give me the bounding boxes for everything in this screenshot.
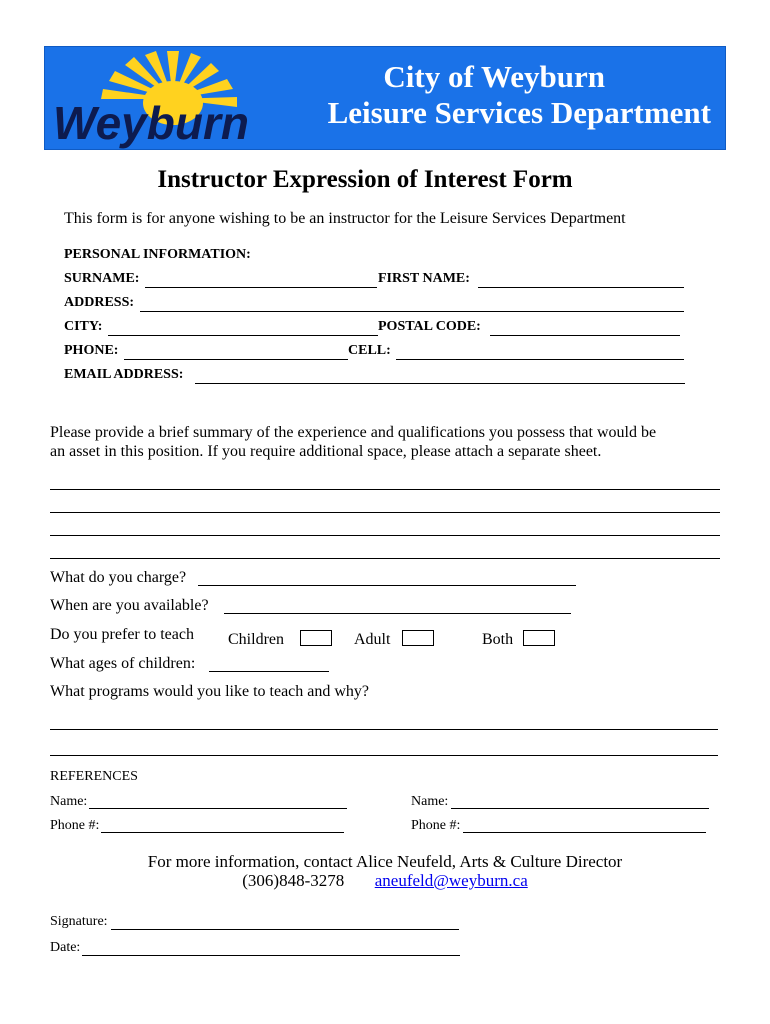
programs-label: What programs would you like to teach and why? (50, 683, 370, 700)
prefer-label: Do you prefer to teach (50, 626, 194, 643)
summary-prompt-line2: an asset in this position. If you require additional space, please attach a separate sheet. (50, 443, 602, 460)
both-checkbox[interactable] (523, 630, 555, 646)
reference-1-name-label: Name: (50, 794, 88, 809)
children-label: Children (228, 631, 284, 648)
personal-info-heading: PERSONAL INFORMATION: (64, 247, 251, 262)
ages-field[interactable] (209, 671, 329, 672)
postal-code-label: POSTAL CODE: (378, 319, 481, 334)
reference-2-phone-field[interactable] (463, 832, 706, 833)
first-name-field[interactable] (478, 287, 684, 288)
cell-label: CELL: (348, 343, 391, 358)
references-heading: REFERENCES (50, 769, 138, 784)
summary-prompt-line1: Please provide a brief summary of the experience and qualifications you possess that would be (50, 424, 657, 441)
form-title: Instructor Expression of Interest Form (157, 166, 573, 193)
banner-title-line1: City of Weyburn (383, 59, 605, 94)
cell-field[interactable] (396, 359, 684, 360)
reference-2-phone-label: Phone #: (411, 818, 461, 833)
summary-line-4[interactable] (50, 558, 720, 559)
contact-email-link[interactable]: aneufeld@weyburn.ca (374, 871, 528, 890)
programs-line-1[interactable] (50, 729, 718, 730)
svg-text:Weyburn: Weyburn (53, 97, 249, 149)
address-label: ADDRESS: (64, 295, 135, 310)
programs-line-2[interactable] (50, 755, 718, 756)
ages-label: What ages of children: (50, 655, 196, 672)
charge-field[interactable] (198, 585, 576, 586)
email-field[interactable] (195, 383, 685, 384)
adult-label: Adult (354, 631, 391, 648)
surname-label: SURNAME: (64, 271, 140, 286)
both-label: Both (482, 631, 514, 648)
city-field[interactable] (108, 335, 378, 336)
summary-line-1[interactable] (50, 489, 720, 490)
banner-title-line2: Leisure Services Department (327, 95, 711, 130)
summary-line-2[interactable] (50, 512, 720, 513)
phone-label: PHONE: (64, 343, 119, 358)
availability-field[interactable] (224, 613, 571, 614)
reference-1-phone-field[interactable] (101, 832, 344, 833)
children-checkbox[interactable] (300, 630, 332, 646)
availability-label: When are you available? (50, 597, 209, 614)
date-label: Date: (50, 940, 81, 955)
adult-checkbox[interactable] (402, 630, 434, 646)
signature-label: Signature: (50, 914, 108, 929)
reference-2-name-label: Name: (411, 794, 449, 809)
reference-2-name-field[interactable] (451, 808, 709, 809)
contact-line: For more information, contact Alice Neufeld, Arts & Culture Director (147, 852, 623, 871)
signature-field[interactable] (111, 929, 459, 930)
charge-label: What do you charge? (50, 569, 187, 586)
contact-details (0, 871, 770, 891)
summary-line-3[interactable] (50, 535, 720, 536)
city-label: CITY: (64, 319, 103, 334)
address-field[interactable] (140, 311, 684, 312)
first-name-label: FIRST NAME: (378, 271, 470, 286)
reference-1-phone-label: Phone #: (50, 818, 100, 833)
intro-text: This form is for anyone wishing to be an instructor for the Leisure Services Department (64, 210, 626, 227)
reference-1-name-field[interactable] (89, 808, 347, 809)
contact-phone: (306)848-3278 (242, 871, 345, 890)
surname-field[interactable] (145, 287, 377, 288)
phone-field[interactable] (124, 359, 348, 360)
postal-code-field[interactable] (490, 335, 680, 336)
date-field[interactable] (82, 955, 460, 956)
header-banner (44, 46, 726, 150)
email-label: EMAIL ADDRESS: (64, 367, 184, 382)
